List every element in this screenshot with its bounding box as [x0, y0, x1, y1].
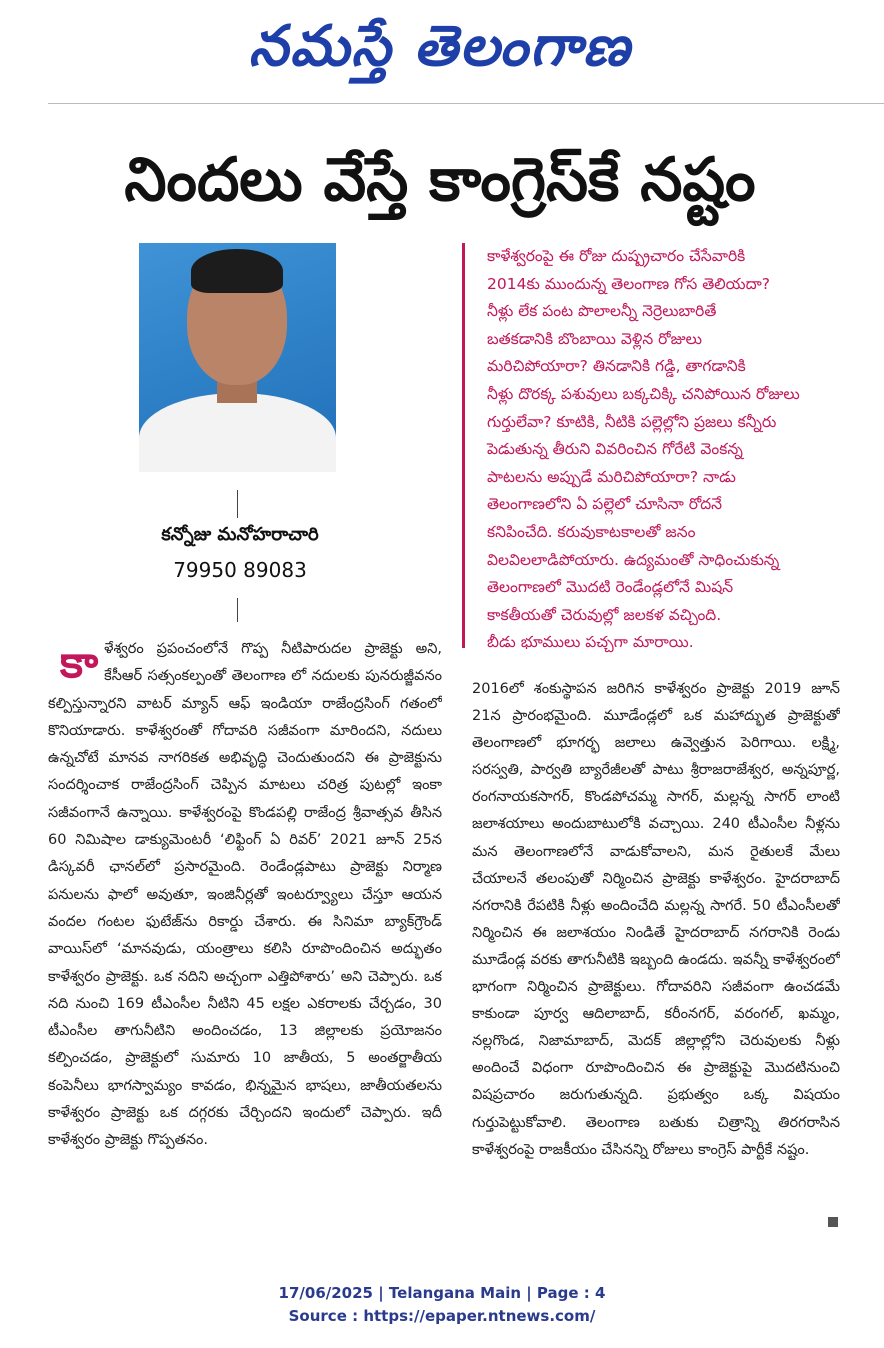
newspaper-masthead: నమస్తే తెలంగాణ [248, 14, 632, 79]
footer-date-edition: 17/06/2025 | Telangana Main | Page : 4 [278, 1284, 606, 1302]
footer-source: Source : https://epaper.ntnews.com/ [288, 1307, 596, 1325]
byline-rule-bottom [237, 598, 238, 622]
author-phone: 79950 89083 [173, 558, 307, 582]
left-column-text: ళేశ్వరం ప్రపంచంలోనే గొప్ప నీటిపారుదల ప్రాజెక్టు అని, కేసీఆర్ సత్సంకల్పంతో తెలంగాణ లో నదులకు పునరుజ్జీవనం కల్పిస్తున్నారని వాటర్ మ్యాన్ ఆఫ్ ఇండియా రాజేంద్రసింగ్ గతంలో కొనియాడారు. కాళేశ్వరంతో గోదావరి సజీవంగా మారిందని, నదులు ఉన్నచోటే మానవ నాగరికత అభివృద్ధి చెందుతుందని ఈ ప్రాజెక్టును సందర్శించాక రాజేంద్రసింగ్ చెప్పిన మాటలు చరిత్ర పుటల్లో ఇంకా సజీవంగానే ఉన్నాయి. కాళేశ్వరంపై కొండపల్లి రాజేంద్ర శ్రీవాత్సవ తీసిన 60 నిమిషాల డాక్యుమెంటరీ ‘లిఫ్టింగ్ ఏ రివర్’ 2021 జూన్ 25న డిస్కవరీ ఛానల్‌లో ప్రసారమైంది. రెండేండ్లపాటు ప్రాజెక్టు నిర్మాణ పనులను ఫాలో అవుతూ, ఇంజినీర్లతో ఇంటర్వ్యూలు చేస్తూ ఆయన వందల గంటల ఫుటేజ్‌ను రికార్డు చేశారు. ఈ సినిమా బ్యాక్‌గ్రౌండ్ వాయిస్‌లో ‘మానవుడు, యంత్రాలు కలిసి రూపొందించిన అద్భుతం కాళేశ్వరం ప్రాజెక్టు. ఒక నదిని అచ్చంగా ఎత్తిపోశారు’ అని చెప్పారు. ఒక నది నుంచి 169 టీఎంసీల నీటిని 45 లక్షల ఎకరాలకు చేర్చడం, 30 టీఎంసీల తాగునీటిని అందించడం, 13 జిల్లాలకు ప్రయోజనం కల్పించడం, ప్రాజెక్టులో సుమారు 10 జాతీయ, 5 అంతర్జాతీయ కంపెనీలు భాగస్వామ్యం కావడం, భిన్నమైన భాషలు, జాతీయతలను కాళేశ్వరం ప్రాజెక్టు ఒక దగ్గరకు చేర్చిందని ఇందులో చెప్పారు. ఇదీ కాళేశ్వరం ప్రాజెక్టు గొప్పతనం. [48, 641, 442, 1149]
article-end-mark [828, 1217, 838, 1227]
author-name: కన్నోజు మనోహరాచారి [161, 524, 319, 545]
byline-rule-top [237, 490, 238, 518]
photo-hair [191, 249, 283, 293]
article-column-right: 2016లో శంకుస్థాపన జరిగిన కాళేశ్వరం ప్రాజెక్టు 2019 జూన్ 21న ప్రారంభమైంది. మూడేండ్లలో ఒక మహాద్భుత ప్రాజెక్టుతో తెలంగాణలో భూగర్భ జలాలు ఉవ్వెత్తున పెరిగాయి. లక్ష్మి, సరస్వతి, పార్వతి బ్యారేజీలతో పాటు శ్రీరాజరాజేశ్వర, అన్నపూర్ణ, రంగనాయకసాగర్, కొండపోచమ్మ సాగర్, మల్లన్న సాగర్ లాంటి జలాశయాలు అందుబాటులోకి వచ్చాయి. 240 టీఎంసీల నీళ్లను మన తెలంగాణలోనే వాడుకోవాలని, మన రైతులకే మేలు చేయాలనే తలంపుతో నిర్మించిన ప్రాజెక్టు కాళేశ్వరం. హైదరాబాద్ నగరానికి రేపటికి నీళ్లు అందించేది మల్లన్న సాగరే. 50 టీఎంసీలతో నిర్మించిన ఈ జలాశయం నిండితే హైదరాబాద్ నగరానికి రెండు మూడేండ్ల వరకు తాగునీటికి ఇబ్బంది ఉండదు. ఇవన్నీ కాళేశ్వరంలో భాగంగా నిర్మించిన ప్రాజెక్టులు. గోదావరిని సజీవంగా ఉంచడమే కాకుండా పూర్వ ఆదిలాబాద్, కరీంనగర్, వరంగల్, ఖమ్మం, నల్లగొండ, నిజామాబాద్, మెదక్ జిల్లాల్లోని చెరువులకు నీళ్లు అందించే విధంగా రూపొందించిన ఈ ప్రాజెక్టుపై మొదటినుంచి విషప్రచారం జరుగుతున్నది. ప్రభుత్వం ఒక్క విషయం గుర్తుపెట్టుకోవాలి. తెలంగాణ బతుకు చిత్రాన్ని తిరగరాసిన కాళేశ్వరంపై రాజకీయం చేసినన్ని రోజులు కాంగ్రెస్ పార్టీకే నష్టం. [472, 681, 840, 1158]
pull-quote: కాళేశ్వరంపై ఈ రోజు దుష్ప్రచారం చేసేవారికి 2014కు ముందున్న తెలంగాణ గోస తెలియదా? నీళ్లు లేక పంట పొలాలన్నీ నెర్రెలుబారితే బతకడానికి బొంబాయి వెళ్లిన రోజులు మరిచిపోయారా? తినడానికి గడ్డి, తాగడానికి నీళ్లు దొరక్క పశువులు బక్కచిక్కి చనిపోయిన రోజులు గుర్తులేవా? కూటికి, నీటికి పల్లెల్లోని ప్రజలు కన్నీరు పెడుతున్న తీరుని వివరించిన గోరేటి వెంకన్న పాటలను అప్పుడే మరిచిపోయారా? నాడు తెలంగాణలోని ఏ పల్లెలో చూసినా రోదనే కనిపించేది. కరువుకాటకాలతో జనం విలవిలలాడిపోయారు. ఉద్యమంతో సాధించుకున్న తెలంగాణలో మొదటి రెండేండ్లలోనే మిషన్ కాకతీయతో చెరువుల్లో జలకళ వచ్చింది. బీడు భూములు పచ్చగా మారాయి. [462, 243, 862, 648]
drop-cap: కా [60, 637, 99, 688]
author-photo [139, 243, 336, 472]
article-headline: నిందలు వేస్తే కాంగ్రెస్‌కే నష్టం [124, 145, 756, 215]
article-column-left [48, 636, 442, 1236]
photo-shirt [139, 393, 336, 472]
page-footer [0, 1282, 884, 1328]
masthead-divider [48, 103, 884, 104]
